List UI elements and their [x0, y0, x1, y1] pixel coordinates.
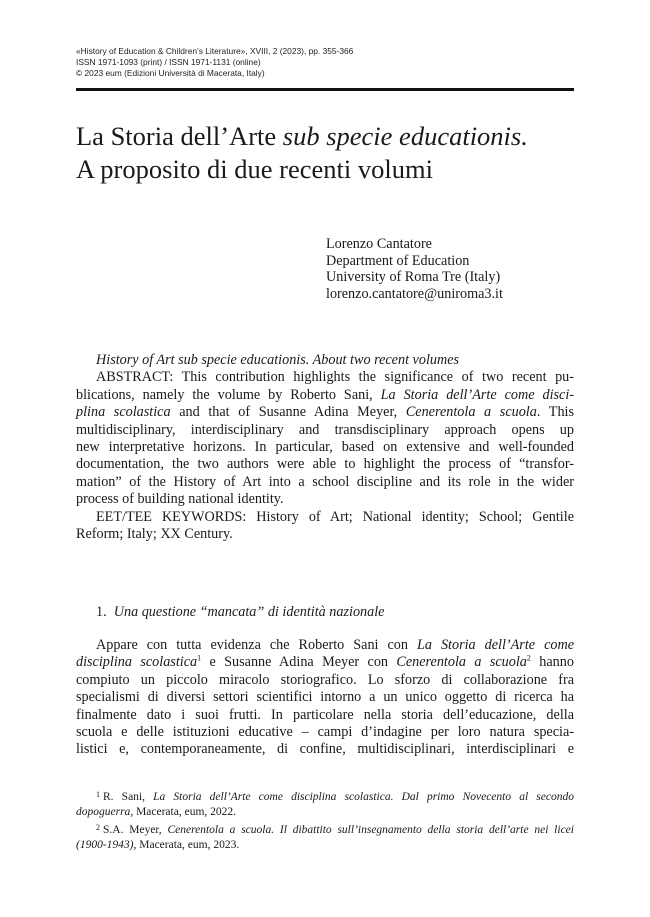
- header-rule: [76, 88, 574, 91]
- abstract-line: ABSTRACT: This contribution highlights the significance of two recent pu-: [96, 369, 574, 386]
- abstract-line: multidisciplinary, interdisciplinary and transdisciplinary approach opens up: [76, 421, 574, 438]
- paragraph-book-title: disciplina scolastica: [76, 654, 198, 671]
- footnote-1: [76, 787, 574, 805]
- abstract-line: new interpretative horizons. In particular, based on extensive and well-founded: [76, 439, 574, 456]
- section-heading: [96, 603, 384, 621]
- author-email[interactable]: lorenzo.cantatore@uniroma3.it: [326, 285, 503, 302]
- author-block: [326, 236, 503, 302]
- abstract-heading-text: History of Art sub specie educationis. About two recent volumes: [96, 352, 460, 368]
- footnote-2-cont: [76, 838, 574, 853]
- journal-issn: ISSN 1971-1093 (print) / ISSN 1971-1131 (online): [76, 57, 261, 68]
- paragraph-line: scuola e delle istituzioni educative – campi d’indagine per loro natura specia-: [76, 724, 574, 741]
- footnote-ref[interactable]: 1: [197, 653, 202, 663]
- footnote-2: [76, 820, 574, 838]
- abstract-line: [76, 387, 574, 404]
- footnote-1-cont: [76, 805, 574, 820]
- footnote-number: 2: [96, 823, 100, 832]
- footnote-text: , Macerata, eum, 2023.: [133, 839, 240, 851]
- body-paragraph: [76, 637, 574, 759]
- footnote-book-title: dopoguerra: [76, 806, 131, 818]
- keywords-line: EET/TEE KEYWORDS: History of Art; National identity; School; Gentile: [96, 508, 574, 525]
- abstract-book-title: plina scolastica: [76, 404, 171, 421]
- paragraph-line: [76, 654, 574, 671]
- footnote-text: , Macerata, eum, 2022.: [130, 806, 237, 818]
- journal-header: [76, 46, 576, 80]
- title-italic: sub specie educationis.: [282, 121, 528, 151]
- footnote-book-title: (1900-1943): [76, 839, 134, 851]
- article-title: [76, 120, 596, 186]
- title-line2: A proposito di due recenti volumi: [76, 154, 433, 184]
- abstract-line: [76, 404, 574, 421]
- paragraph-line: listici e, contemporaneamente, di confine, multidisciplinari, interdisciplinari e: [76, 741, 574, 758]
- paragraph-book-title: La Storia dell’Arte come: [416, 637, 574, 653]
- section-number: 1.: [96, 604, 107, 620]
- abstract-block: [76, 352, 574, 543]
- paragraph-book-title: Cenerentola a scuola: [396, 654, 527, 671]
- abstract-text: and that of Susanne Adina Meyer,: [170, 404, 406, 421]
- footnotes: [76, 787, 574, 853]
- abstract-line: documentation, the two authors were able to highlight the process of “transfor-: [76, 456, 574, 473]
- paragraph-text: Appare con tutta evidenza che Roberto Sani con: [96, 637, 417, 653]
- journal-citation: «History of Education & Children’s Literature», XVIII, 2 (2023), pp. 355-366: [76, 46, 354, 56]
- abstract-book-title: La Storia dell’Arte come disci-: [380, 386, 574, 403]
- abstract-book-title: Cenerentola a scuola: [405, 404, 537, 421]
- footnote-text: S.A. Meyer,: [103, 824, 168, 836]
- author-university: University of Roma Tre (Italy): [326, 269, 501, 285]
- footnote-ref[interactable]: 2: [526, 653, 531, 663]
- abstract-text: . This: [536, 404, 574, 421]
- footnote-book-title: Cenerentola a scuola. Il dibattito sull’insegnamento della storia dell’arte nei licei: [167, 824, 574, 836]
- abstract-line: mation” of the History of Art into a school discipline and its role in the wider: [76, 473, 574, 490]
- section-title: Una questione “mancata” di identità nazionale: [113, 604, 385, 620]
- paragraph-line: specialismi di diversi settori scientifici intorno a un unico oggetto di ricerca ha: [76, 689, 574, 706]
- paragraph-line: [76, 637, 574, 654]
- author-name: Lorenzo Cantatore: [326, 236, 432, 252]
- abstract-line: process of building national identity.: [76, 491, 284, 508]
- paragraph-line: compiuto un piccolo miracolo storiografico. Lo sforzo di collaborazione fra: [76, 671, 574, 688]
- keywords-line: Reform; Italy; XX Century.: [76, 526, 233, 543]
- footnote-number: 1: [96, 790, 100, 799]
- title-part1: La Storia dell’Arte: [76, 121, 283, 151]
- paragraph-text: e Susanne Adina Meyer con: [201, 654, 397, 671]
- paragraph-line: finalmente dato i suoi frutti. In particolare nella storia dell’educazione, della: [76, 706, 574, 723]
- footnote-text: R. Sani,: [103, 791, 154, 803]
- paragraph-text: hanno: [530, 654, 574, 671]
- author-department: Department of Education: [326, 252, 470, 269]
- footnote-book-title: La Storia dell’Arte come disciplina scolastica. Dal primo Novecento al secondo: [153, 791, 574, 803]
- abstract-text: blications, namely the volume by Roberto Sani,: [76, 386, 381, 403]
- journal-copyright: © 2023 eum (Edizioni Università di Macerata, Italy): [76, 68, 265, 79]
- abstract-heading: [76, 352, 574, 369]
